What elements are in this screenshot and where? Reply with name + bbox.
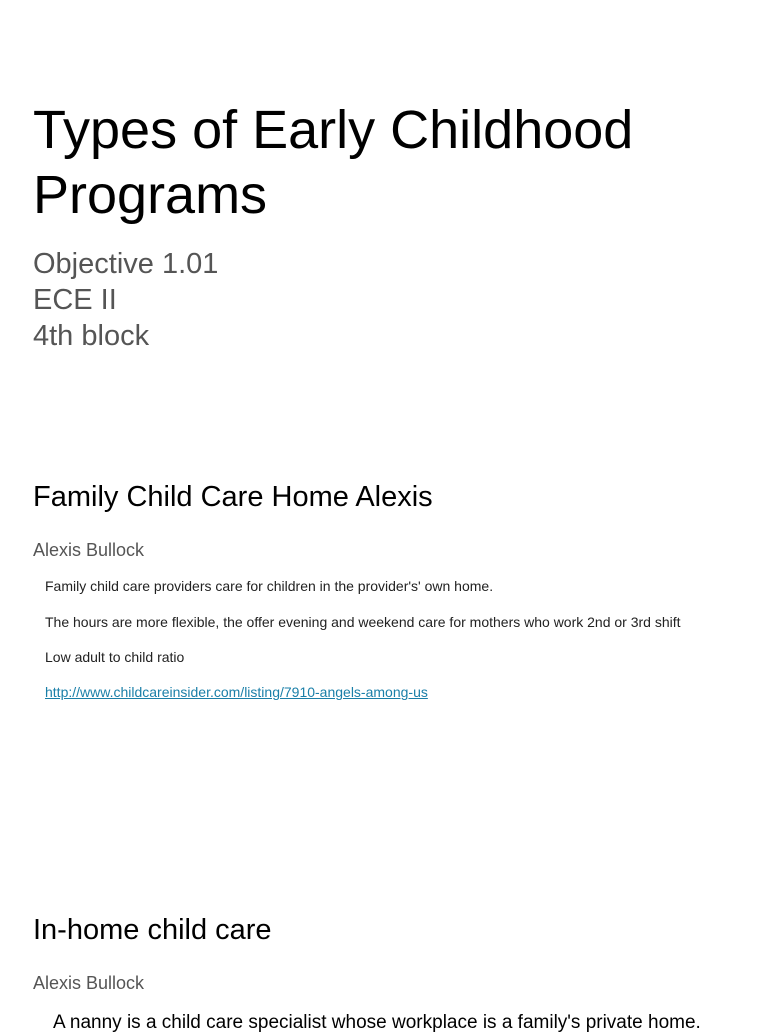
list-item: Family child care providers care for children in the provider's' own home. <box>45 578 494 594</box>
section-heading-family-child-care: Family Child Care Home Alexis <box>33 481 433 513</box>
page-title: Types of Early Childhood Programs <box>33 100 634 225</box>
list-item: The hours are more flexible, the offer evening and weekend care for mothers who work 2nd or 3rd shift <box>45 614 681 630</box>
objective-label: Objective 1.01 <box>33 248 219 280</box>
course-label: ECE II <box>33 284 117 316</box>
section-author: Alexis Bullock <box>33 540 145 560</box>
block-label: 4th block <box>33 320 150 352</box>
section-heading-in-home-child-care: In-home child care <box>33 914 272 946</box>
section-author: Alexis Bullock <box>33 973 145 993</box>
list-item: A nanny is a child care specialist whose workplace is a family's private home. <box>53 1012 701 1033</box>
childcareinsider-link[interactable]: http://www.childcareinsider.com/listing/7910-angels-among-us <box>45 684 428 700</box>
subtitle-block <box>33 246 218 354</box>
list-item: Low adult to child ratio <box>45 649 185 665</box>
